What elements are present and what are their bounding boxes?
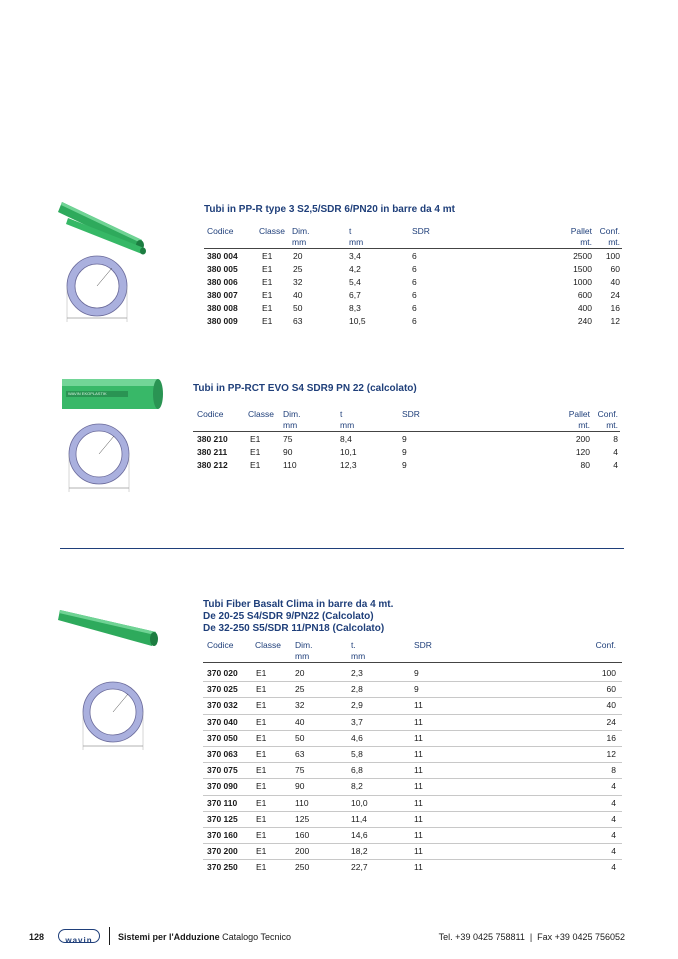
section-title-line-1: Tubi Fiber Basalt Clima in barre da 4 mt.: [203, 599, 394, 610]
cell-codice: 370 110: [207, 797, 238, 808]
cell-dim: 90: [295, 781, 305, 792]
cell-dim: 90: [283, 447, 293, 457]
cell-sdr: 11: [414, 732, 423, 743]
cell-conf: 12: [610, 316, 620, 326]
cell-dim: 110: [283, 460, 297, 470]
cell-conf: 40: [606, 700, 616, 711]
cell-dim: 200: [295, 846, 310, 857]
row-separator: [203, 746, 622, 747]
cell-dim: 75: [283, 434, 293, 444]
cell-sdr: 6: [412, 290, 417, 300]
cell-pallet: 1000: [573, 277, 592, 287]
cell-t: 8,4: [340, 434, 352, 444]
row-separator: [203, 762, 622, 763]
cell-t: 10,5: [349, 316, 366, 326]
cell-dim: 75: [295, 765, 305, 776]
header-conf: Conf.: [599, 226, 620, 236]
cell-classe: E1: [256, 797, 267, 808]
cell-pallet: 400: [577, 303, 592, 313]
cell-codice: 380 210: [197, 434, 228, 444]
cell-t: 5,8: [351, 749, 363, 759]
cell-conf: 24: [610, 290, 620, 300]
footer-divider: [109, 927, 110, 945]
cell-codice: 370 125: [207, 813, 238, 824]
cell-codice: 380 005: [207, 264, 238, 274]
cell-sdr: 9: [402, 460, 407, 470]
row-separator: [203, 843, 622, 844]
cell-sdr: 11: [414, 765, 423, 776]
cell-classe: E1: [256, 749, 267, 759]
cell-sdr: 11: [414, 749, 423, 759]
cell-t: 18,2: [351, 846, 368, 857]
header-t-unit: mm: [340, 420, 355, 430]
cell-sdr: 6: [412, 303, 417, 313]
cell-dim: 20: [295, 668, 305, 678]
header-sdr: SDR: [402, 409, 420, 419]
cell-classe: E1: [256, 668, 267, 678]
cell-dim: 25: [295, 684, 305, 695]
cell-t: 11,4: [351, 813, 367, 824]
cell-dim: 63: [293, 316, 303, 326]
cell-t: 4,6: [351, 732, 363, 743]
header-dim: Dim.: [283, 409, 301, 419]
cell-sdr: 11: [414, 781, 423, 792]
cell-t: 10,1: [340, 447, 357, 457]
table-rule: [204, 248, 622, 249]
header-codice: Codice: [197, 409, 224, 419]
header-sdr: SDR: [414, 640, 432, 650]
cell-classe: E1: [256, 830, 267, 840]
cell-sdr: 11: [414, 716, 423, 727]
page-number: 128: [29, 932, 45, 942]
cell-sdr: 11: [414, 862, 423, 873]
cell-classe: E1: [256, 862, 267, 873]
cell-pallet: 200: [575, 434, 590, 444]
cell-sdr: 9: [402, 447, 407, 457]
header-dim-unit: mm: [283, 420, 298, 430]
header-classe: Classe: [259, 226, 285, 236]
header-pallet-unit: mt.: [580, 237, 592, 247]
cell-pallet: 80: [580, 460, 590, 470]
header-codice: Codice: [207, 226, 234, 236]
cell-classe: E1: [256, 781, 267, 792]
cell-codice: 370 050: [207, 732, 238, 743]
pipe-cross-section: [78, 680, 148, 752]
header-conf: Conf.: [595, 640, 616, 650]
cell-conf: 100: [605, 251, 620, 261]
cell-codice: 380 009: [207, 316, 238, 326]
cell-t: 8,3: [349, 303, 361, 313]
header-t-unit: mm: [349, 237, 364, 247]
cell-t: 10,0: [351, 797, 368, 808]
cell-t: 3,4: [349, 251, 361, 261]
cell-conf: 40: [610, 277, 620, 287]
cell-t: 12,3: [340, 460, 357, 470]
cell-codice: 370 200: [207, 846, 238, 857]
cell-conf: 16: [606, 732, 616, 743]
cell-pallet: 240: [577, 316, 592, 326]
cell-conf: 60: [610, 264, 620, 274]
header-t: t.: [351, 640, 356, 650]
cell-classe: E1: [250, 434, 261, 444]
section-divider: [60, 548, 624, 549]
cell-t: 5,4: [349, 277, 361, 287]
cell-codice: 370 020: [207, 668, 238, 678]
cell-pallet: 2500: [573, 251, 592, 261]
section-title-line-3: De 32-250 S5/SDR 11/PN18 (Calcolato): [203, 623, 385, 634]
cell-classe: E1: [256, 846, 267, 857]
cell-codice: 370 025: [207, 684, 238, 695]
cell-codice: 380 004: [207, 251, 238, 261]
cell-sdr: 9: [402, 434, 407, 444]
cell-classe: E1: [256, 765, 267, 776]
cell-dim: 32: [295, 700, 305, 711]
pipe-cross-section: [64, 422, 134, 494]
cell-pallet: 120: [575, 447, 590, 457]
cell-t: 3,7: [351, 716, 363, 727]
cell-sdr: 6: [412, 316, 417, 326]
cell-pallet: 600: [577, 290, 592, 300]
cell-codice: 370 160: [207, 830, 238, 840]
cell-dim: 50: [293, 303, 303, 313]
cell-codice: 370 075: [207, 765, 238, 776]
cell-codice: 380 008: [207, 303, 238, 313]
cell-conf: 16: [610, 303, 620, 313]
cell-classe: E1: [256, 700, 267, 711]
cell-t: 2,8: [351, 684, 363, 695]
header-t-unit: mm: [351, 651, 366, 661]
cell-conf: 60: [606, 684, 616, 695]
contact-info: Tel. +39 0425 758811 | Fax +39 0425 756052: [438, 932, 625, 942]
cell-t: 4,2: [349, 264, 361, 274]
pipe-cross-section: [62, 254, 132, 326]
cell-conf: 4: [613, 460, 618, 470]
header-t: t: [349, 226, 352, 236]
header-t: t: [340, 409, 343, 419]
row-separator: [203, 681, 622, 682]
row-separator: [203, 714, 622, 715]
cell-conf: 4: [611, 813, 616, 824]
cell-codice: 370 250: [207, 862, 238, 873]
table-rule: [203, 662, 622, 663]
row-separator: [203, 859, 622, 860]
cell-conf: 24: [606, 716, 616, 727]
cell-t: 6,8: [351, 765, 363, 776]
cell-sdr: 11: [414, 700, 423, 711]
catalog-title-rest: Catalogo Tecnico: [219, 932, 292, 942]
cell-sdr: 6: [412, 264, 417, 274]
cell-conf: 4: [613, 447, 618, 457]
cell-t: 22,7: [351, 862, 368, 873]
header-conf: Conf.: [597, 409, 618, 419]
section-title: Tubi in PP-R type 3 S2,5/SDR 6/PN20 in barre da 4 mt: [204, 204, 455, 215]
pipe-print-label: WAVIN EKOPLASTIK: [68, 391, 107, 396]
pipe-image-green: [58, 604, 162, 648]
cell-codice: 370 063: [207, 749, 238, 759]
header-pallet: Pallet: [570, 226, 592, 236]
cell-conf: 4: [611, 797, 616, 808]
cell-classe: E1: [250, 460, 261, 470]
cell-codice: 370 040: [207, 716, 238, 727]
section-title-line-2: De 20-25 S4/SDR 9/PN22 (Calcolato): [203, 611, 374, 622]
cell-dim: 32: [293, 277, 303, 287]
cell-sdr: 9: [414, 684, 419, 695]
cell-codice: 380 006: [207, 277, 238, 287]
header-classe: Classe: [255, 640, 281, 650]
section-title: Tubi in PP-RCT EVO S4 SDR9 PN 22 (calcolato): [193, 383, 417, 394]
cell-conf: 8: [613, 434, 618, 444]
cell-dim: 20: [293, 251, 303, 261]
table-rule: [193, 431, 620, 432]
cell-dim: 110: [295, 797, 309, 808]
cell-classe: E1: [262, 264, 273, 274]
cell-codice: 380 211: [197, 447, 228, 457]
cell-dim: 63: [295, 749, 305, 759]
header-dim: Dim.: [292, 226, 310, 236]
header-conf-unit: mt.: [606, 420, 618, 430]
cell-codice: 380 007: [207, 290, 238, 300]
cell-dim: 25: [293, 264, 303, 274]
header-dim-unit: mm: [295, 651, 310, 661]
cell-sdr: 11: [414, 846, 423, 857]
cell-codice: 370 090: [207, 781, 238, 792]
cell-codice: 380 212: [197, 460, 228, 470]
cell-dim: 125: [295, 813, 310, 824]
cell-classe: E1: [256, 684, 267, 695]
row-separator: [203, 730, 622, 731]
cell-classe: E1: [256, 813, 267, 824]
cell-conf: 4: [611, 830, 616, 840]
cell-classe: E1: [262, 277, 273, 287]
header-conf-unit: mt.: [608, 237, 620, 247]
cell-conf: 12: [606, 749, 616, 759]
cell-t: 8,2: [351, 781, 363, 792]
row-separator: [203, 778, 622, 779]
cell-conf: 4: [611, 846, 616, 857]
cell-codice: 370 032: [207, 700, 238, 711]
cell-t: 2,3: [351, 668, 363, 678]
cell-t: 2,9: [351, 700, 363, 711]
row-separator: [203, 697, 622, 698]
cell-conf: 4: [611, 781, 616, 792]
cell-classe: E1: [256, 732, 267, 743]
header-pallet: Pallet: [568, 409, 590, 419]
cell-dim: 40: [295, 716, 305, 727]
cell-conf: 8: [611, 765, 616, 776]
cell-dim: 50: [295, 732, 305, 743]
cell-t: 6,7: [349, 290, 361, 300]
cell-classe: E1: [262, 316, 273, 326]
cell-classe: E1: [262, 290, 273, 300]
header-pallet-unit: mt.: [578, 420, 590, 430]
catalog-title: [118, 932, 291, 942]
header-dim-unit: mm: [292, 237, 307, 247]
header-classe: Classe: [248, 409, 274, 419]
cell-sdr: 9: [414, 668, 419, 678]
logo-text: wavin: [65, 936, 93, 945]
catalog-title-bold: Sistemi per l'Adduzione: [118, 932, 220, 942]
cell-sdr: 6: [412, 277, 417, 287]
header-codice: Codice: [207, 640, 234, 650]
cell-dim: 40: [293, 290, 303, 300]
cell-pallet: 1500: [573, 264, 592, 274]
cell-conf: 100: [601, 668, 616, 678]
row-separator: [203, 795, 622, 796]
header-dim: Dim.: [295, 640, 313, 650]
cell-sdr: 11: [414, 830, 423, 840]
cell-classe: E1: [250, 447, 261, 457]
cell-dim: 160: [295, 830, 310, 840]
cell-t: 14,6: [351, 830, 368, 840]
cell-dim: 250: [295, 862, 310, 873]
cell-classe: E1: [262, 303, 273, 313]
cell-sdr: 6: [412, 251, 417, 261]
cell-conf: 4: [611, 862, 616, 873]
cell-sdr: 11: [414, 797, 423, 808]
cell-classe: E1: [262, 251, 273, 261]
row-separator: [203, 827, 622, 828]
row-separator: [203, 811, 622, 812]
wavin-logo: [58, 929, 100, 943]
cell-classe: E1: [256, 716, 267, 727]
cell-sdr: 11: [414, 813, 423, 824]
pipe-image-green: [58, 196, 150, 256]
header-sdr: SDR: [412, 226, 430, 236]
